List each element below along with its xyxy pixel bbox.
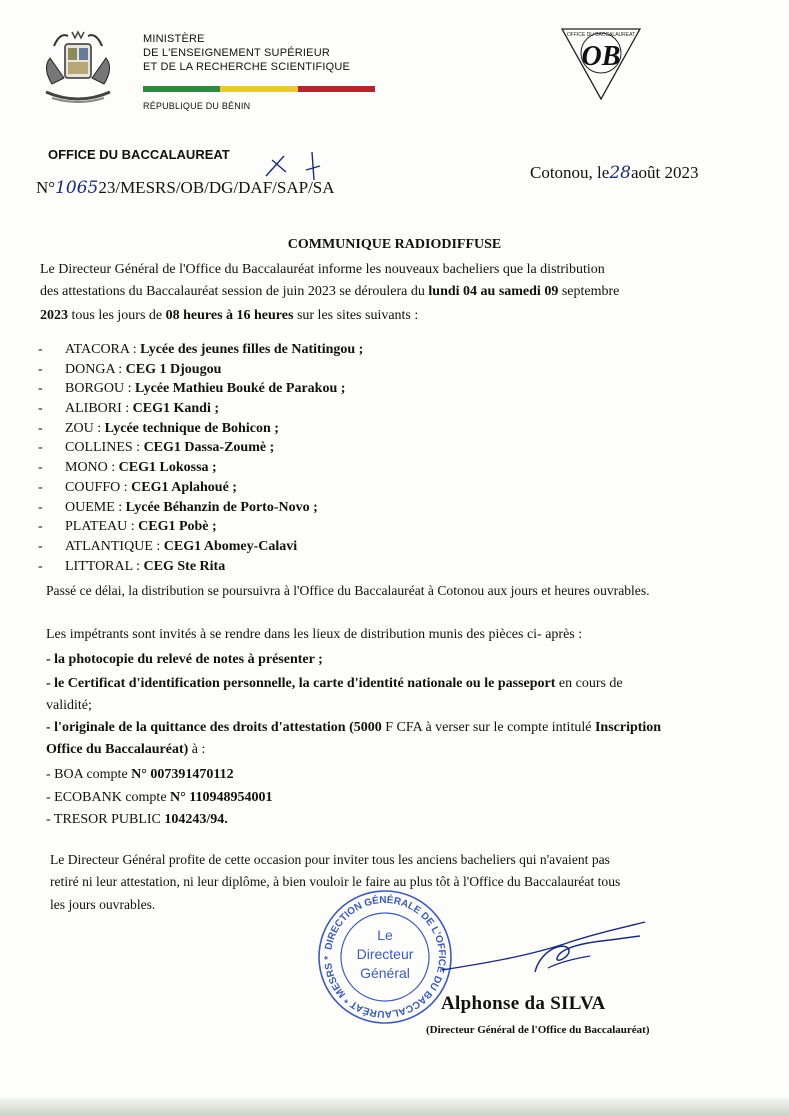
- ob-logo-icon: [558, 25, 644, 103]
- coat-of-arms-emblem: [32, 28, 124, 110]
- documents-intro: Les impétrants sont invités à se rendre dans les lieux de distribution munis des pièces ci- après :: [46, 627, 583, 642]
- stamp-center-line: Général: [360, 965, 410, 981]
- list-item: - ATACORA : Lycée des jeunes filles de Natitingou ;: [38, 342, 364, 357]
- list-item: - ALIBORI : CEG1 Kandi ;: [38, 401, 220, 417]
- ministry-line: DE L'ENSEIGNEMENT SUPÉRIEUR: [143, 47, 331, 59]
- communique-title: COMMUNIQUE RADIODIFFUSE: [287, 237, 502, 252]
- logo-ring-text: OFFICE DU BACCALAUREAT: [566, 32, 636, 38]
- flag-yellow-band: [220, 86, 297, 92]
- reference-prefix: N°: [36, 178, 56, 197]
- list-item: - MONO : CEG1 Lokossa ;: [38, 460, 217, 476]
- intro-line: Le Directeur Général de l'Office du Baccalauréat informe les nouveaux bacheliers que la distribution: [40, 262, 605, 277]
- document-item-continued: Office du Baccalauréat) à :: [46, 742, 206, 757]
- flag-color-bar: [143, 86, 375, 92]
- list-item: - COUFFO : CEG1 Aplahoué ;: [38, 479, 237, 495]
- date-prefix: Cotonou, le: [530, 163, 610, 182]
- intro-line: 2023 tous les jours de 08 heures à 16 heures sur les sites suivants :: [40, 308, 419, 323]
- ministry-line: ET DE LA RECHERCHE SCIENTIFIQUE: [143, 61, 351, 73]
- after-delay-note: Passé ce délai, la distribution se poursuivra à l'Office du Baccalauréat à Cotonou aux jours et heures ouvrables.: [46, 583, 650, 598]
- official-stamp: [316, 888, 454, 1026]
- republic-label: RÉPUBLIQUE DU BÉNIN: [143, 101, 251, 111]
- document-item: - la photocopie du relevé de notes à présenter ;: [46, 652, 323, 667]
- reference-handwritten-number: 1065: [55, 178, 99, 198]
- signatory-title: (Directeur Général de l'Office du Baccalauréat): [426, 1024, 650, 1036]
- document-item: - l'originale de la quittance des droits d'attestation (5000 F CFA à verser sur le compte intitulé Inscription: [46, 720, 662, 735]
- list-item: - PLATEAU : CEG1 Pobè ;: [38, 519, 217, 535]
- stamp-ring-text: DIRECTION GÉNÉRALE DE L'OFFICE DU BACCALAURÉAT * MESRS *: [322, 894, 448, 1020]
- document-item: - le Certificat d'identification personnelle, la carte d'identité nationale ou le passeport en cours de: [46, 676, 623, 691]
- account-line: - TRESOR PUBLIC 104243/94.: [46, 812, 228, 827]
- initials-marks: [262, 150, 332, 190]
- account-line: - BOA compte N° 007391470112: [46, 767, 234, 782]
- reference-suffix: 23/MESRS/OB/DG/DAF/SAP/SA: [98, 178, 335, 197]
- page-bottom-edge: [0, 1098, 789, 1116]
- list-item: - OUEME : Lycée Béhanzin de Porto-Novo ;: [38, 499, 318, 515]
- intro-line: des attestations du Baccalauréat session de juin 2023 se déroulera du lundi 04 au samedi 09 septembre: [40, 284, 620, 299]
- closing-line: Le Directeur Général profite de cette occasion pour inviter tous les anciens bacheliers qui n'avaient pas: [50, 852, 610, 867]
- list-item: - ZOU : Lycée technique de Bohicon ;: [38, 420, 279, 436]
- list-item: - COLLINES : CEG1 Dassa-Zoumè ;: [38, 440, 275, 456]
- list-item: - LITTORAL : CEG Ste Rita: [38, 558, 226, 574]
- document-item-continued: validité;: [46, 698, 92, 713]
- handwritten-signature: [440, 912, 650, 984]
- flag-red-band: [298, 86, 375, 92]
- list-item: - ATLANTIQUE : CEG1 Abomey-Calavi: [38, 538, 298, 554]
- closing-line: les jours ouvrables.: [50, 897, 156, 912]
- ministry-name: [143, 32, 350, 74]
- logo-monogram: OB: [581, 41, 621, 72]
- ministry-line: MINISTÈRE: [143, 33, 205, 45]
- date-handwritten-day: 28: [609, 163, 631, 183]
- list-item: - BORGOU : Lycée Mathieu Bouké de Parakou ;: [38, 381, 346, 397]
- distribution-sites-list: [38, 340, 363, 576]
- stamp-center-line: Le: [377, 927, 393, 943]
- office-heading: OFFICE DU BACCALAUREAT: [48, 147, 230, 162]
- stamp-center-line: Directeur: [356, 946, 414, 962]
- closing-line: retiré ni leur attestation, ni leur diplôme, à bien vouloir le faire au plus tôt à l'Office du Baccalauréat tous: [50, 874, 621, 889]
- date-line: [530, 163, 699, 183]
- list-item: - DONGA : CEG 1 Djougou: [38, 361, 222, 377]
- account-line: - ECOBANK compte N° 110948954001: [46, 790, 273, 805]
- date-suffix: août 2023: [630, 163, 699, 182]
- flag-green-band: [143, 86, 220, 92]
- signatory-name: Alphonse da SILVA: [441, 993, 606, 1014]
